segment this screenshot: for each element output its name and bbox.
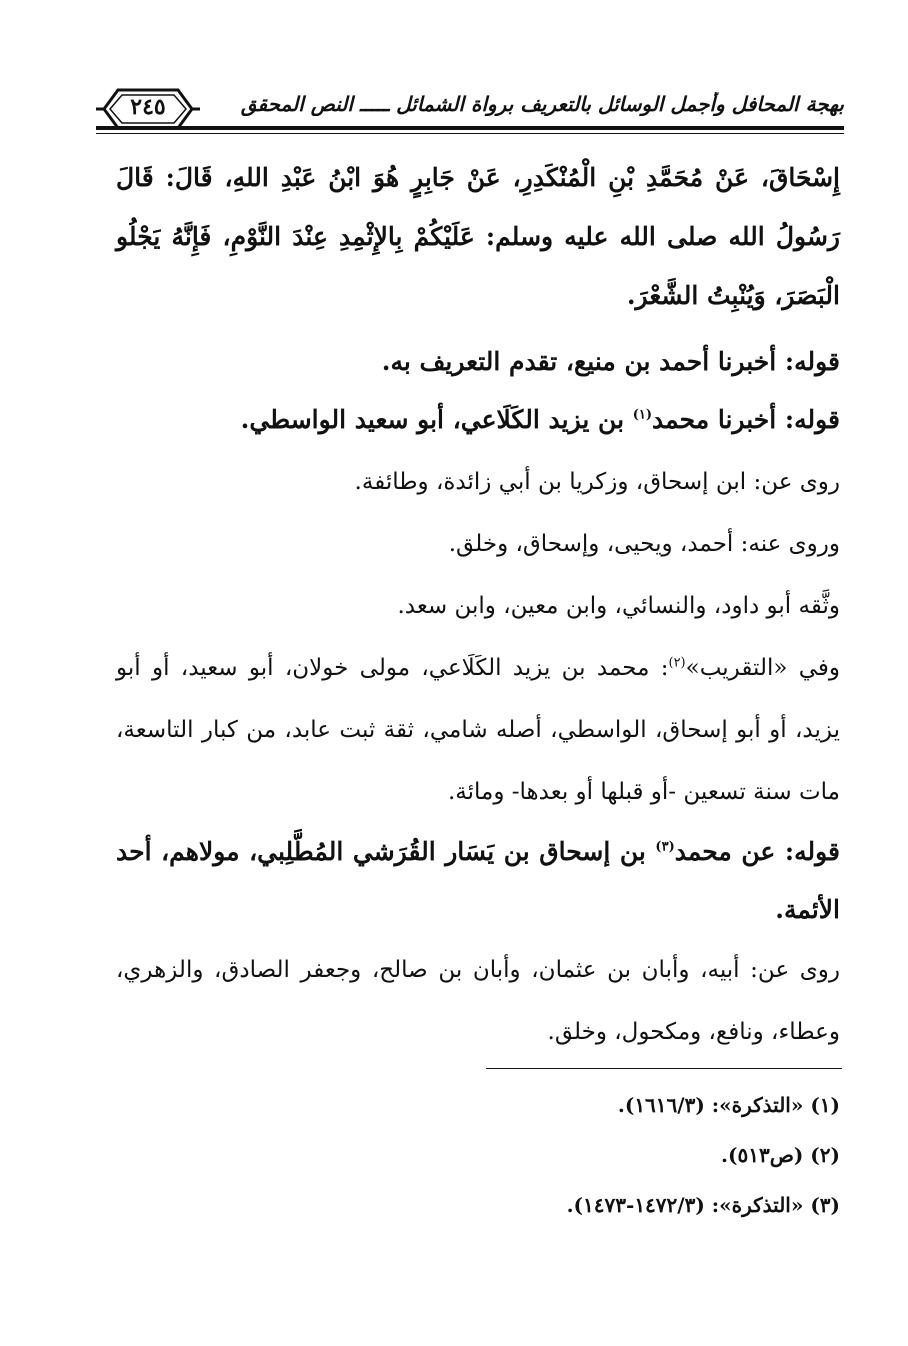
header-rule (96, 126, 844, 130)
heading-text: قوله: أخبرنا محمد (652, 405, 840, 434)
hadith-text: إِسْحَاقَ، عَنْ مُحَمَّدِ بْنِ الْمُنْكَدِرِ، عَنْ جَابِرٍ هُوَ ابْنُ عَبْدِ اللهِ، قَالَ: قَالَ رَسُولُ الله صلى الله عليه وسلم: عَلَيْكُمْ بِالإِثْمِدِ عِنْدَ النَّوْمِ، فَإِنَّهُ يَجْلُو الْبَصَرَ، وَيُنْبِتُ الشَّعْرَ. (116, 163, 840, 310)
footnote-2: (٢) (ص٥١٣). (721, 1143, 840, 1167)
footnote-3: (٣) «التذكرة»: (١٤٧٢/٣-١٤٧٣). (566, 1193, 840, 1217)
narrated-from-2: روى عن: أبيه، وأبان بن عثمان، وأبان بن صالح، وجعفر الصادق، والزهري، وعطاء، ونافع، ومكحول، وخلق. (116, 957, 840, 1045)
footnote-ref-1: (١) (632, 407, 653, 423)
header-rule-thin (96, 133, 844, 134)
heading-muhammad-bin-ishaq (116, 823, 840, 939)
footnote-ref-2: (٢) (668, 655, 686, 671)
authentication: وثَّقه أبو داود، والنسائي، وابن معين، وابن سعد. (397, 593, 840, 619)
footnotes (116, 1080, 840, 1230)
narrated-from: روى عن: ابن إسحاق، وزكريا بن أبي زائدة، وطائفة. (354, 469, 840, 495)
heading-muhammad-bin-yazid (116, 391, 840, 449)
main-text (116, 148, 840, 1063)
footnote-separator (486, 1068, 842, 1069)
page-number: ٢٤٥ (130, 94, 166, 120)
heading-text-rest: بن إسحاق بن يَسَار القُرَشي المُطَّلِبي، مولاهم، أحد الأئمة. (116, 837, 840, 924)
taqrib-text: : محمد بن يزيد الكَلَاعي، مولى خولان، أبو سعيد، أو أبو يزيد، أو أبو إسحاق، الواسطي، أصله شامي، ثقة ثبت عابد، من كبار التاسعة، مات سنة تسعين -أو قبلها أو بعدها- ومائة. (116, 655, 840, 805)
taqrib-entry (116, 637, 840, 823)
heading-text: قوله: عن محمد (674, 837, 840, 866)
heading-text-rest: بن يزيد الكَلَاعي، أبو سعيد الواسطي. (240, 405, 633, 434)
taqrib-label: وفي «التقريب» (685, 655, 840, 681)
narrated-by: وروى عنه: أحمد، ويحيى، وإسحاق، وخلق. (448, 531, 840, 557)
footnote-ref-3: (٣) (655, 839, 675, 855)
heading-ahmad-bin-mani: قوله: أخبرنا أحمد بن منيع، تقدم التعريف به. (381, 347, 840, 376)
running-title: بهجة المحافل وأجمل الوسائل بالتعريف برواة الشمائل ـــــ النص المحقق (240, 92, 844, 116)
footnote-1: (١) «التذكرة»: (١٦١٦/٣). (617, 1093, 840, 1117)
